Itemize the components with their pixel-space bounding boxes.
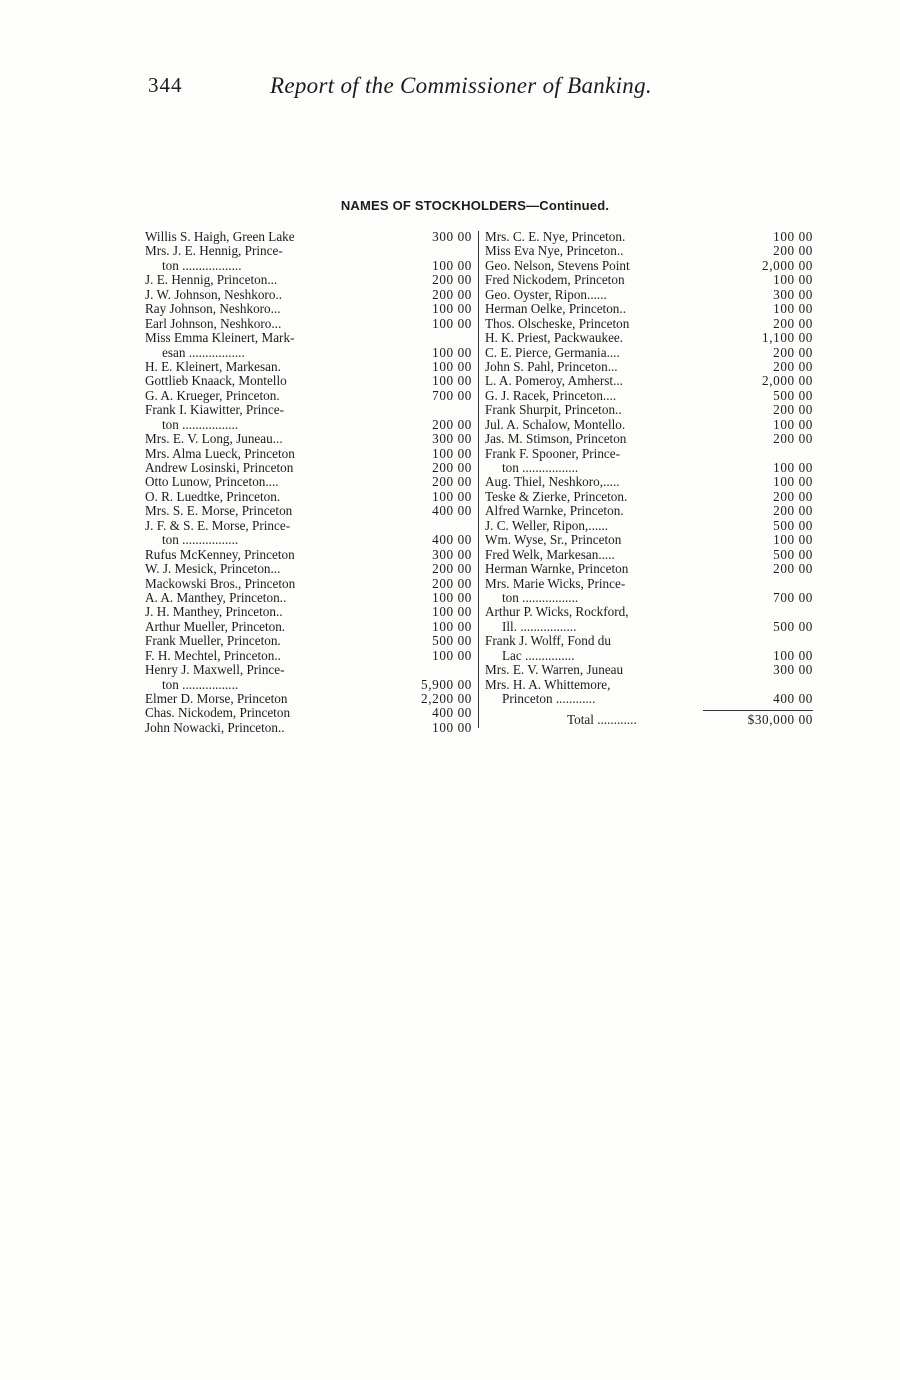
stockholder-name: Arthur Mueller, Princeton. bbox=[145, 619, 286, 634]
stockholder-row bbox=[145, 346, 472, 360]
page-number: 344 bbox=[148, 73, 183, 97]
stockholder-amount: 200 00 bbox=[432, 561, 472, 577]
stockholder-name: John S. Pahl, Princeton... bbox=[485, 359, 618, 374]
stockholder-row bbox=[145, 447, 472, 461]
stockholder-name: J. C. Weller, Ripon,...... bbox=[485, 518, 609, 533]
stockholder-row bbox=[485, 389, 813, 403]
stockholder-amount: 100 00 bbox=[773, 474, 813, 490]
stockholder-name: Thos. Olscheske, Princeton bbox=[485, 316, 630, 331]
stockholder-name: Frank Shurpit, Princeton.. bbox=[485, 403, 622, 418]
stockholder-row bbox=[145, 649, 472, 663]
stockholder-row bbox=[485, 403, 813, 417]
stockholder-row bbox=[485, 288, 813, 302]
stockholder-row bbox=[145, 259, 472, 273]
stockholder-name: esan ................. bbox=[162, 345, 245, 360]
stockholder-amount: 200 00 bbox=[773, 431, 813, 447]
stockholders-left-column bbox=[145, 230, 472, 735]
stockholder-name: ton ................. bbox=[162, 533, 239, 548]
stockholder-name: Frank F. Spooner, Prince- bbox=[485, 446, 621, 461]
stockholder-amount: 200 00 bbox=[773, 344, 813, 360]
stockholder-name: Otto Lunow, Princeton.... bbox=[145, 475, 279, 490]
stockholder-row bbox=[485, 273, 813, 287]
stockholder-amount: 100 00 bbox=[773, 272, 813, 288]
stockholder-row bbox=[485, 577, 813, 591]
stockholder-amount: 100 00 bbox=[432, 373, 472, 389]
stockholder-row bbox=[485, 591, 813, 605]
stockholder-amount: 100 00 bbox=[773, 460, 813, 475]
stockholder-amount: 200 00 bbox=[432, 460, 472, 475]
stockholder-name: J. H. Manthey, Princeton.. bbox=[145, 605, 283, 620]
stockholder-row bbox=[145, 331, 472, 345]
stockholder-name: Wm. Wyse, Sr., Princeton bbox=[485, 533, 622, 548]
stockholder-row bbox=[485, 678, 813, 692]
stockholder-name: J. E. Hennig, Princeton... bbox=[145, 273, 278, 288]
stockholder-name: Ill. ................. bbox=[502, 619, 577, 634]
stockholder-amount bbox=[725, 577, 813, 591]
stockholder-row bbox=[485, 533, 813, 547]
stockholder-amount: 300 00 bbox=[432, 431, 472, 447]
stockholder-name: Earl Johnson, Neshkoro... bbox=[145, 316, 282, 331]
stockholder-amount: 200 00 bbox=[773, 561, 813, 577]
stockholder-name: Ray Johnson, Neshkoro... bbox=[145, 302, 281, 317]
stockholder-row bbox=[485, 504, 813, 518]
stockholder-name: Princeton ............ bbox=[502, 692, 596, 706]
stockholder-name: Mrs. J. E. Hennig, Prince- bbox=[145, 244, 283, 259]
stockholder-row bbox=[485, 605, 813, 619]
stockholder-row bbox=[485, 302, 813, 316]
section-title: NAMES OF STOCKHOLDERS—Continued. bbox=[340, 198, 610, 213]
stockholder-amount: 100 00 bbox=[773, 229, 813, 244]
stockholder-name: ton .................. bbox=[162, 258, 242, 273]
stockholder-name: Andrew Losinski, Princeton bbox=[145, 461, 294, 475]
stockholder-row bbox=[485, 634, 813, 648]
stockholder-amount bbox=[384, 403, 472, 417]
stockholder-row bbox=[145, 721, 472, 735]
stockholder-amount: 100 00 bbox=[432, 618, 472, 634]
stockholder-amount: 400 00 bbox=[432, 503, 472, 519]
stockholder-name: ton ................. bbox=[502, 590, 579, 605]
stockholder-name: Geo. Nelson, Stevens Point bbox=[485, 258, 630, 273]
stockholder-row bbox=[485, 230, 813, 244]
stockholder-row bbox=[145, 591, 472, 605]
stockholder-amount: 200 00 bbox=[432, 272, 472, 288]
stockholder-row bbox=[145, 706, 472, 720]
stockholder-amount: 100 00 bbox=[432, 719, 472, 735]
stockholder-name: Henry J. Maxwell, Prince- bbox=[145, 663, 285, 678]
stockholder-row bbox=[145, 519, 472, 533]
stockholder-name: A. A. Manthey, Princeton.. bbox=[145, 590, 287, 605]
stockholder-amount: 300 00 bbox=[432, 229, 472, 244]
stockholder-amount: 100 00 bbox=[432, 358, 472, 374]
stockholder-amount: 500 00 bbox=[773, 546, 813, 562]
stockholder-row bbox=[485, 620, 813, 634]
stockholder-amount: 200 00 bbox=[773, 358, 813, 374]
stockholder-amount: 700 00 bbox=[773, 589, 813, 605]
stockholder-amount bbox=[384, 663, 472, 677]
stockholder-name: Frank J. Wolff, Fond du bbox=[485, 634, 611, 649]
stockholder-name: Mrs. E. V. Warren, Juneau bbox=[485, 663, 624, 678]
stockholder-amount bbox=[384, 244, 472, 258]
stockholder-row bbox=[145, 230, 472, 244]
stockholder-row bbox=[145, 620, 472, 634]
total-label: Total ............ bbox=[567, 712, 637, 725]
stockholder-amount: 100 00 bbox=[432, 344, 472, 360]
stockholder-row bbox=[145, 244, 472, 258]
stockholder-amount: 5,900 00 bbox=[421, 676, 472, 692]
stockholder-amount: 100 00 bbox=[432, 488, 472, 504]
stockholder-amount: 2,000 00 bbox=[762, 257, 813, 273]
stockholder-name: H. K. Priest, Packwaukee. bbox=[485, 331, 624, 346]
stockholder-name: Alfred Warnke, Princeton. bbox=[485, 504, 624, 519]
stockholder-row bbox=[485, 548, 813, 562]
stockholder-row bbox=[145, 302, 472, 316]
stockholder-name: Arthur P. Wicks, Rockford, bbox=[485, 605, 629, 620]
total-amount: $30,000 00 bbox=[703, 710, 813, 724]
stockholder-name: Fred Nickodem, Princeton bbox=[485, 273, 625, 288]
stockholder-name: Mrs. S. E. Morse, Princeton bbox=[145, 504, 293, 519]
stockholder-name: Jul. A. Schalow, Montello. bbox=[485, 417, 626, 432]
stockholder-amount: 100 00 bbox=[432, 589, 472, 605]
stockholder-name: Mrs. E. V. Long, Juneau... bbox=[145, 432, 283, 447]
stockholder-row bbox=[145, 533, 472, 547]
stockholder-row bbox=[485, 692, 813, 706]
stockholder-name: ton ................. bbox=[162, 677, 239, 692]
stockholder-amount: 200 00 bbox=[773, 402, 813, 418]
stockholder-row bbox=[485, 519, 813, 533]
total-row bbox=[485, 710, 813, 728]
stockholder-row bbox=[485, 331, 813, 345]
stockholder-amount: 200 00 bbox=[432, 575, 472, 591]
stockholder-row bbox=[485, 663, 813, 677]
stockholder-name: Willis S. Haigh, Green Lake bbox=[145, 230, 295, 244]
stockholder-row bbox=[485, 562, 813, 576]
stockholder-amount: 1,100 00 bbox=[762, 330, 813, 346]
stockholder-row bbox=[145, 418, 472, 432]
stockholder-amount: 400 00 bbox=[773, 691, 813, 706]
stockholder-amount: 200 00 bbox=[773, 503, 813, 519]
stockholder-amount: 500 00 bbox=[432, 633, 472, 649]
stockholder-name: John Nowacki, Princeton.. bbox=[145, 720, 285, 735]
stockholder-row bbox=[485, 461, 813, 475]
stockholder-amount: 200 00 bbox=[773, 488, 813, 504]
stockholder-name: Teske & Zierke, Princeton. bbox=[485, 489, 628, 504]
stockholder-amount: 100 00 bbox=[432, 647, 472, 663]
stockholder-name: Aug. Thiel, Neshkoro,..... bbox=[485, 475, 620, 490]
stockholder-amount: 100 00 bbox=[432, 257, 472, 273]
stockholder-name: Mrs. C. E. Nye, Princeton. bbox=[485, 230, 626, 244]
stockholder-name: Miss Eva Nye, Princeton.. bbox=[485, 244, 624, 259]
stockholder-row bbox=[145, 548, 472, 562]
stockholder-amount: 500 00 bbox=[773, 517, 813, 533]
stockholder-name: Herman Oelke, Princeton.. bbox=[485, 302, 626, 317]
stockholder-row bbox=[485, 259, 813, 273]
stockholder-row bbox=[145, 678, 472, 692]
stockholder-row bbox=[145, 317, 472, 331]
stockholder-row bbox=[485, 346, 813, 360]
running-title: Report of the Commissioner of Banking. bbox=[270, 73, 652, 98]
stockholder-amount: 200 00 bbox=[432, 416, 472, 432]
stockholder-name: Mrs. H. A. Whittemore, bbox=[485, 677, 611, 692]
stockholder-row bbox=[145, 374, 472, 388]
stockholder-amount bbox=[725, 447, 813, 461]
stockholder-amount bbox=[384, 519, 472, 533]
stockholder-amount: 100 00 bbox=[773, 647, 813, 663]
stockholder-row bbox=[145, 389, 472, 403]
stockholder-name: F. H. Mechtel, Princeton.. bbox=[145, 648, 281, 663]
stockholder-amount: 200 00 bbox=[773, 243, 813, 259]
stockholder-row bbox=[145, 504, 472, 518]
stockholder-name: Gottlieb Knaack, Montello bbox=[145, 374, 287, 389]
stockholder-amount: 100 00 bbox=[432, 445, 472, 461]
stockholder-amount: 700 00 bbox=[432, 387, 472, 403]
stockholder-amount bbox=[384, 331, 472, 345]
stockholder-amount: 2,200 00 bbox=[421, 691, 472, 706]
stockholder-row bbox=[145, 403, 472, 417]
stockholders-right-column bbox=[485, 229, 813, 728]
stockholder-amount: 300 00 bbox=[773, 286, 813, 302]
stockholder-amount bbox=[725, 678, 813, 692]
stockholder-amount: 400 00 bbox=[432, 705, 472, 721]
stockholder-row bbox=[485, 244, 813, 258]
stockholder-name: Mrs. Alma Lueck, Princeton bbox=[145, 446, 295, 461]
stockholder-row bbox=[145, 432, 472, 446]
stockholder-name: W. J. Mesick, Princeton... bbox=[145, 562, 281, 577]
stockholder-name: Frank I. Kiawitter, Prince- bbox=[145, 403, 284, 418]
stockholder-name: H. E. Kleinert, Markesan. bbox=[145, 359, 281, 374]
stockholder-name: J. W. Johnson, Neshkoro.. bbox=[145, 287, 283, 302]
stockholder-row bbox=[485, 317, 813, 331]
stockholder-row bbox=[485, 418, 813, 432]
stockholder-name: Elmer D. Morse, Princeton bbox=[145, 692, 288, 706]
stockholder-name: Herman Warnke, Princeton bbox=[485, 562, 629, 577]
stockholder-name: Lac ............... bbox=[502, 648, 575, 663]
stockholder-name: ton ................. bbox=[502, 461, 579, 475]
stockholder-name: Miss Emma Kleinert, Mark- bbox=[145, 331, 295, 346]
stockholder-amount: 200 00 bbox=[432, 286, 472, 302]
stockholder-name: Frank Mueller, Princeton. bbox=[145, 634, 281, 649]
column-divider bbox=[478, 231, 479, 728]
stockholder-row bbox=[485, 475, 813, 489]
stockholder-row bbox=[485, 432, 813, 446]
stockholder-amount: 400 00 bbox=[432, 532, 472, 548]
stockholder-name: Chas. Nickodem, Princeton bbox=[145, 706, 291, 721]
stockholder-row bbox=[145, 562, 472, 576]
stockholder-amount: 200 00 bbox=[773, 315, 813, 331]
stockholder-row bbox=[145, 663, 472, 677]
stockholder-name: J. F. & S. E. Morse, Prince- bbox=[145, 518, 291, 533]
stockholder-amount: 500 00 bbox=[773, 387, 813, 403]
stockholder-row bbox=[145, 692, 472, 706]
stockholder-amount: 100 00 bbox=[432, 301, 472, 317]
stockholder-row bbox=[145, 490, 472, 504]
stockholder-amount: 100 00 bbox=[773, 301, 813, 317]
stockholder-row bbox=[485, 490, 813, 504]
stockholder-amount: 300 00 bbox=[773, 662, 813, 678]
stockholder-name: Mrs. Marie Wicks, Prince- bbox=[485, 576, 626, 591]
stockholder-name: Geo. Oyster, Ripon...... bbox=[485, 287, 607, 302]
stockholder-amount: 100 00 bbox=[432, 604, 472, 620]
stockholder-name: G. J. Racek, Princeton.... bbox=[485, 388, 617, 403]
stockholder-name: G. A. Krueger, Princeton. bbox=[145, 388, 280, 403]
stockholder-row bbox=[145, 273, 472, 287]
stockholder-amount: 300 00 bbox=[432, 546, 472, 562]
stockholder-name: O. R. Luedtke, Princeton. bbox=[145, 489, 281, 504]
page-header bbox=[148, 73, 688, 103]
stockholder-amount bbox=[725, 605, 813, 619]
stockholder-name: Fred Welk, Markesan..... bbox=[485, 547, 615, 562]
stockholder-row bbox=[485, 649, 813, 663]
stockholder-row bbox=[145, 605, 472, 619]
stockholder-row bbox=[145, 360, 472, 374]
stockholder-row bbox=[485, 360, 813, 374]
stockholder-name: Jas. M. Stimson, Princeton bbox=[485, 432, 627, 447]
stockholder-amount: 100 00 bbox=[773, 416, 813, 432]
stockholder-name: C. E. Pierce, Germania.... bbox=[485, 345, 620, 360]
stockholder-amount: 100 00 bbox=[773, 532, 813, 548]
stockholder-row bbox=[145, 461, 472, 475]
stockholder-row bbox=[145, 634, 472, 648]
stockholder-amount: 100 00 bbox=[432, 315, 472, 331]
stockholder-name: Rufus McKenney, Princeton bbox=[145, 547, 295, 562]
stockholder-name: L. A. Pomeroy, Amherst... bbox=[485, 374, 623, 389]
stockholder-name: Mackowski Bros., Princeton bbox=[145, 576, 296, 591]
stockholder-name: ton ................. bbox=[162, 417, 239, 432]
stockholder-row bbox=[145, 577, 472, 591]
stockholder-amount: 200 00 bbox=[432, 474, 472, 490]
stockholder-amount bbox=[725, 634, 813, 648]
stockholder-row bbox=[485, 447, 813, 461]
stockholder-row bbox=[145, 475, 472, 489]
stockholder-row bbox=[485, 374, 813, 388]
stockholder-amount: 500 00 bbox=[773, 618, 813, 634]
stockholder-amount: 2,000 00 bbox=[762, 373, 813, 389]
stockholder-row bbox=[145, 288, 472, 302]
